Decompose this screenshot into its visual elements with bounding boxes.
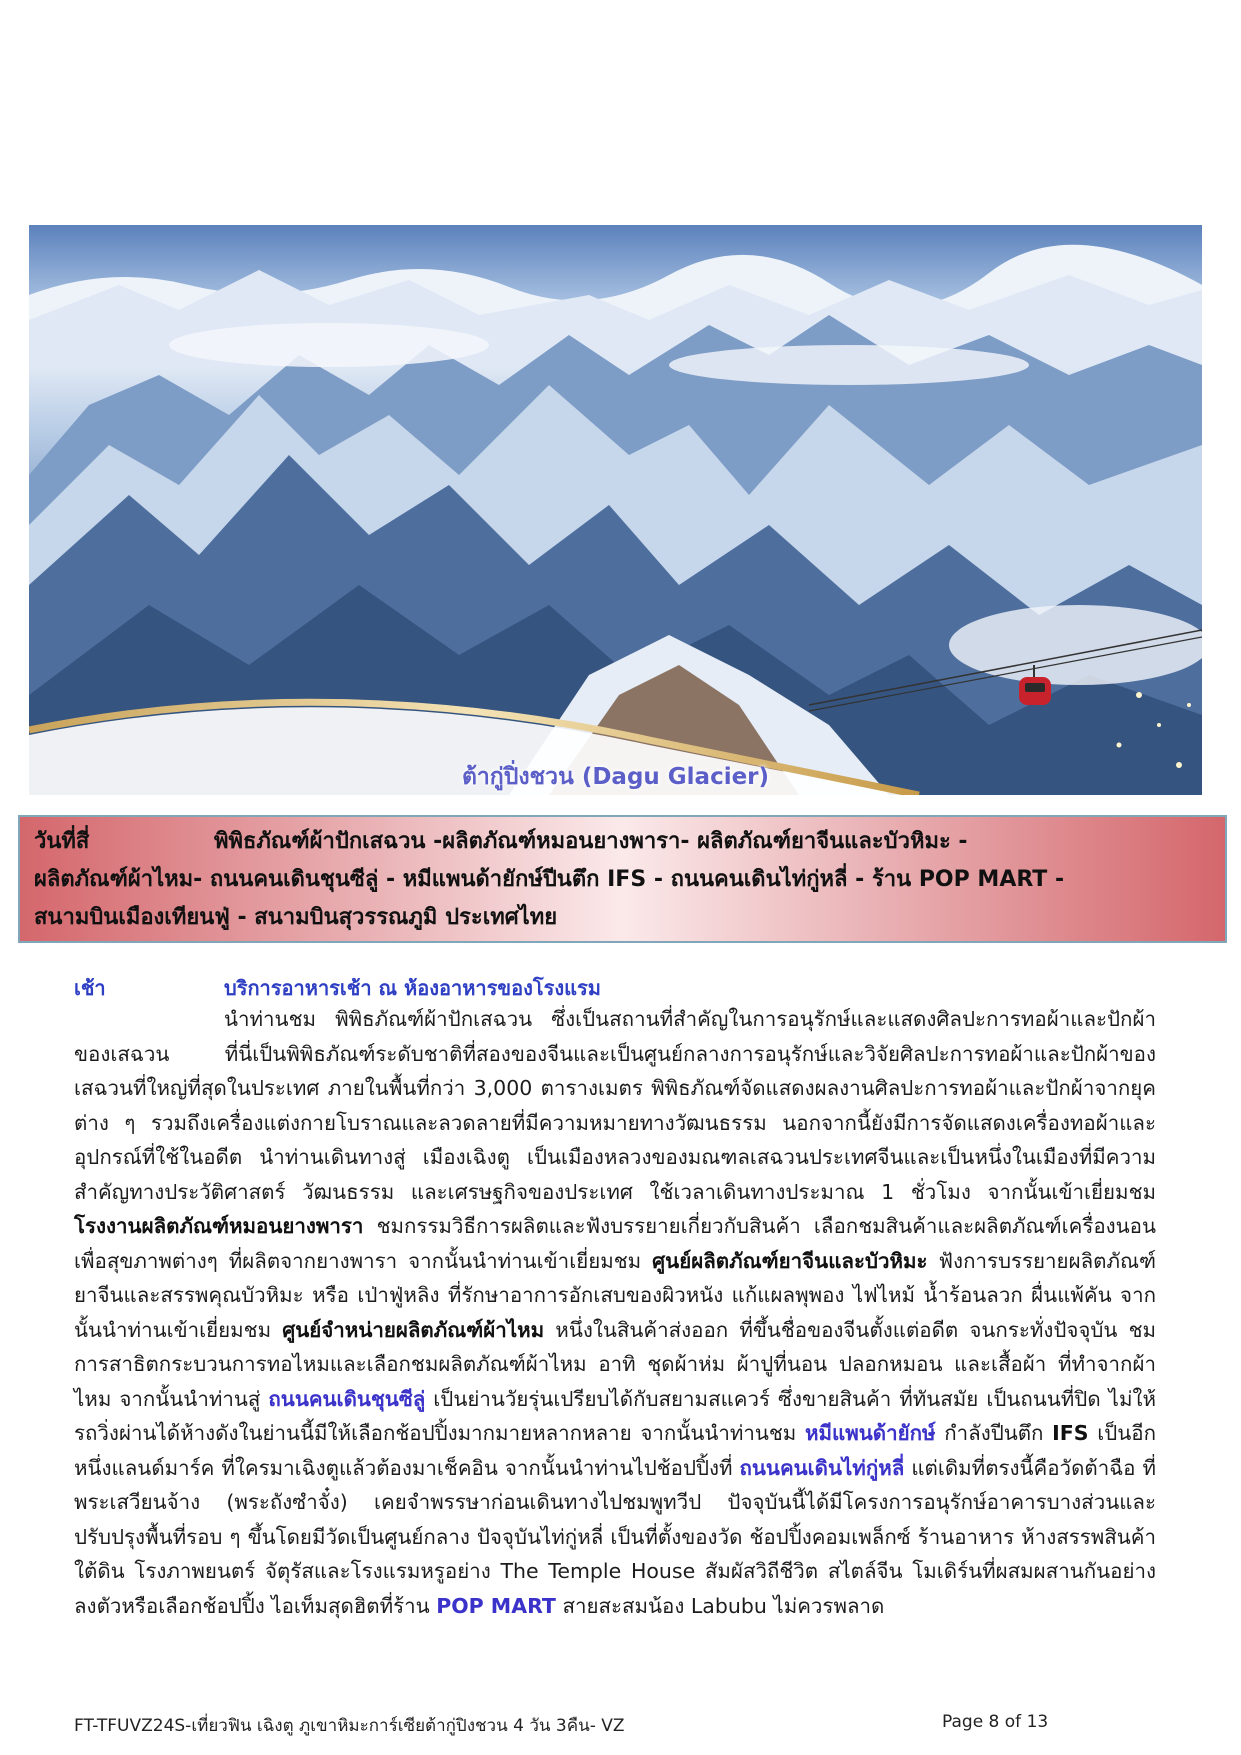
day-label: วันที่สี่ xyxy=(34,829,90,854)
highlight-taikoo-li: ถนนคนเดินไท่กู่หลี่ xyxy=(739,1455,905,1480)
paragraph-text: ฟังการบรรยายผลิตภัณฑ์ ยาจีนและสรรพคุณบัวหิมะ หรือ เป่าฟู่หลิง ที่รักษาอาการอักเสบของผิวหนัง แก้แผลพุพอง ไฟไหม้ น้ำร้อนลวก ผื่นแพ้คัน จากนั้นนำท่านเข้าเยี่ยมชม xyxy=(74,1248,1157,1342)
paragraph-text: กำลังปีนตึก xyxy=(935,1421,1053,1445)
page-footer xyxy=(74,1712,1156,1739)
paragraph-text: นำท่านชม พิพิธภัณฑ์ผ้าปักเสฉวน ซึ่งเป็นสถานที่สำคัญในการอนุรักษ์และแสดงศิลปะการทอผ้าและปักผ้าของเสฉวน ที่นี่เป็นพิพิธภัณฑ์ระดับชาติที่สองของจีนและเป็นศูนย์กลางการอนุรักษ์และวิจัยศิลปะการทอผ้าและปักผ้าของเสฉวนที่ใหญ่ที่สุดในประเทศ ภายในพื้นที่กว่า 3,000 ตารางเมตร พิพิธภัณฑ์จัดแสดงผลงานศิลปะการทอผ้าและปักผ้าจากยุคต่าง ๆ รวมถึงเครื่องแต่งกายโบราณและลวดลายที่มีความหมายทางวัฒนธรรม นอกจากนี้ยังมีการจัดแสดงเครื่องทอผ้าและอุปกรณ์ที่ใช้ในอดีต นำท่านเดินทางสู่ เมืองเฉิงตู เป็นเมืองหลวงของมณฑลเสฉวนประเทศจีนและเป็นหนึ่งในเมืองที่มีความสำคัญทางประวัติศาสตร์ วัฒนธรรม และเศรษฐกิจของประเทศ ใช้เวลาเดินทางประมาณ 1 ชั่วโมง จากนั้นเข้าเยี่ยมชม xyxy=(74,1007,1156,1204)
paragraph-text: ชมกรรมวิธีการผลิตและฟังบรรยายเกี่ยวกับสินค้า เลือกชมสินค้าและผลิตภัณฑ์เครื่องนอนเพื่อสุขภาพต่างๆ ที่ผลิตจากยางพารา จากนั้นนำท่านเข้าเยี่ยมชม xyxy=(74,1214,1156,1273)
mountain-landscape-illustration xyxy=(29,225,1202,795)
footer-tour-code: FT-TFUVZ24S-เที่ยวฟิน เฉิงตู ภูเขาหิมะการ์เซียต้ากู่ปิงชวน 4 วัน 3คืน- VZ xyxy=(74,1716,625,1736)
paragraph-text: หนึ่งในสินค้าส่งออก ที่ขึ้นชื่อของจีนตั้งแต่อดีต จนกระทั่งปัจจุบัน ชมการสาธิตกระบวนการทอไหมและเลือกชมผลิตภัณฑ์ผ้าไหม อาทิ ชุดผ้าห่ม ผ้าปูที่นอน ปลอกหมอน และเสื้อผ้า ที่ทำจากผ้าไหม จากนั้นนำท่านสู่ xyxy=(74,1317,1157,1411)
hero-photo xyxy=(29,225,1202,795)
paragraph-text: สายสะสมน้อง Labubu ไม่ควรพลาด xyxy=(555,1593,885,1618)
day-banner-line-2: ผลิตภัณฑ์ผ้าไหม- ถนนคนเดินชุนซีลู่ - หมีแพนด้ายักษ์ปีนตึก IFS - ถนนคนเดินไท่กู่หลี่ - ร้าน POP MART - xyxy=(34,867,1065,892)
day-banner-line-3: สนามบินเมืองเทียนฟู่ - สนามบินสุวรรณภูมิ ประเทศไทย xyxy=(34,905,558,930)
bold-ifs: IFS xyxy=(1052,1421,1089,1445)
breakfast-note: บริการอาหารเช้า ณ ห้องอาหารของโรงแรม xyxy=(224,976,601,1000)
paragraph-text: เป็นย่านวัยรุ่นเปรียบได้กับสยามสแควร์ ซึ่งขายสินค้า ที่ทันสมัย เป็นถนนที่ปิด ไม่ให้รถวิ่งผ่านได้ห้างดังในย่านนี้มีให้เลือกช้อปปิ้งมากมายหลากหลาย จากนั้นนำท่านชม xyxy=(74,1386,1156,1445)
morning-label: เช้า xyxy=(74,976,106,1000)
morning-heading xyxy=(74,972,601,1004)
bold-silk-center: ศูนย์จำหน่ายผลิตภัณฑ์ผ้าไหม xyxy=(282,1317,545,1342)
highlight-pop-mart: POP MART xyxy=(436,1593,556,1618)
paragraph-text: เป็นอีกหนึ่งแลนด์มาร์ค ที่ใครมาเฉิงตูแล้วต้องมาเช็คอิน จากนั้นนำท่านไปช้อปปิ้งที่ xyxy=(74,1421,1156,1480)
highlight-chunxi-road: ถนนคนเดินชุนซีลู่ xyxy=(268,1386,426,1411)
hero-caption: ต้ากู่ปิ่งชวน (Dagu Glacier) xyxy=(461,764,770,790)
day-banner xyxy=(18,815,1227,943)
day-banner-text-1: พิพิธภัณฑ์ผ้าปักเสฉวน -ผลิตภัณฑ์หมอนยางพารา- ผลิตภัณฑ์ยาจีนและบัวหิมะ - xyxy=(214,829,968,854)
highlight-giant-panda: หมีแพนด้ายักษ์ xyxy=(805,1421,936,1445)
bold-chinese-medicine-center: ศูนย์ผลิตภัณฑ์ยาจีนและบัวหิมะ xyxy=(652,1248,928,1273)
page-number: Page 8 of 13 xyxy=(942,1712,1049,1732)
itinerary-paragraph xyxy=(74,1002,1156,1623)
day-banner-line-1 xyxy=(34,823,1211,861)
paragraph-text: แต่เดิมที่ตรงนี้คือวัดต้าฉือ ที่พระเสวียนจ้าง (พระถังซำจั๋ง) เคยจำพรรษาก่อนเดินทางไปชมพูทวีป ปัจจุบันนี้ได้มีโครงการอนุรักษ์อาคารบางส่วนและปรับปรุงพื้นที่รอบ ๆ ขึ้นโดยมีวัดเป็นศูนย์กลาง ปัจจุบันไท่กู่หลี่ เป็นที่ตั้งของวัด ช้อปปิ้งคอมเพล็กซ์ ร้านอาหาร ห้างสรรพสินค้าใต้ดิน โรงภาพยนตร์ จัตุรัสและโรงแรมหรูอย่าง The Temple House สัมผัสวิถีชีวิต สไตล์จีน โมเดิร์นที่ผสมผสานกันอย่างลงตัวหรือเลือกช้อปปิ้ง ไอเท็มสุดฮิตที่ร้าน xyxy=(74,1455,1157,1618)
bold-latex-factory: โรงงานผลิตภัณฑ์หมอนยางพารา xyxy=(74,1214,364,1238)
